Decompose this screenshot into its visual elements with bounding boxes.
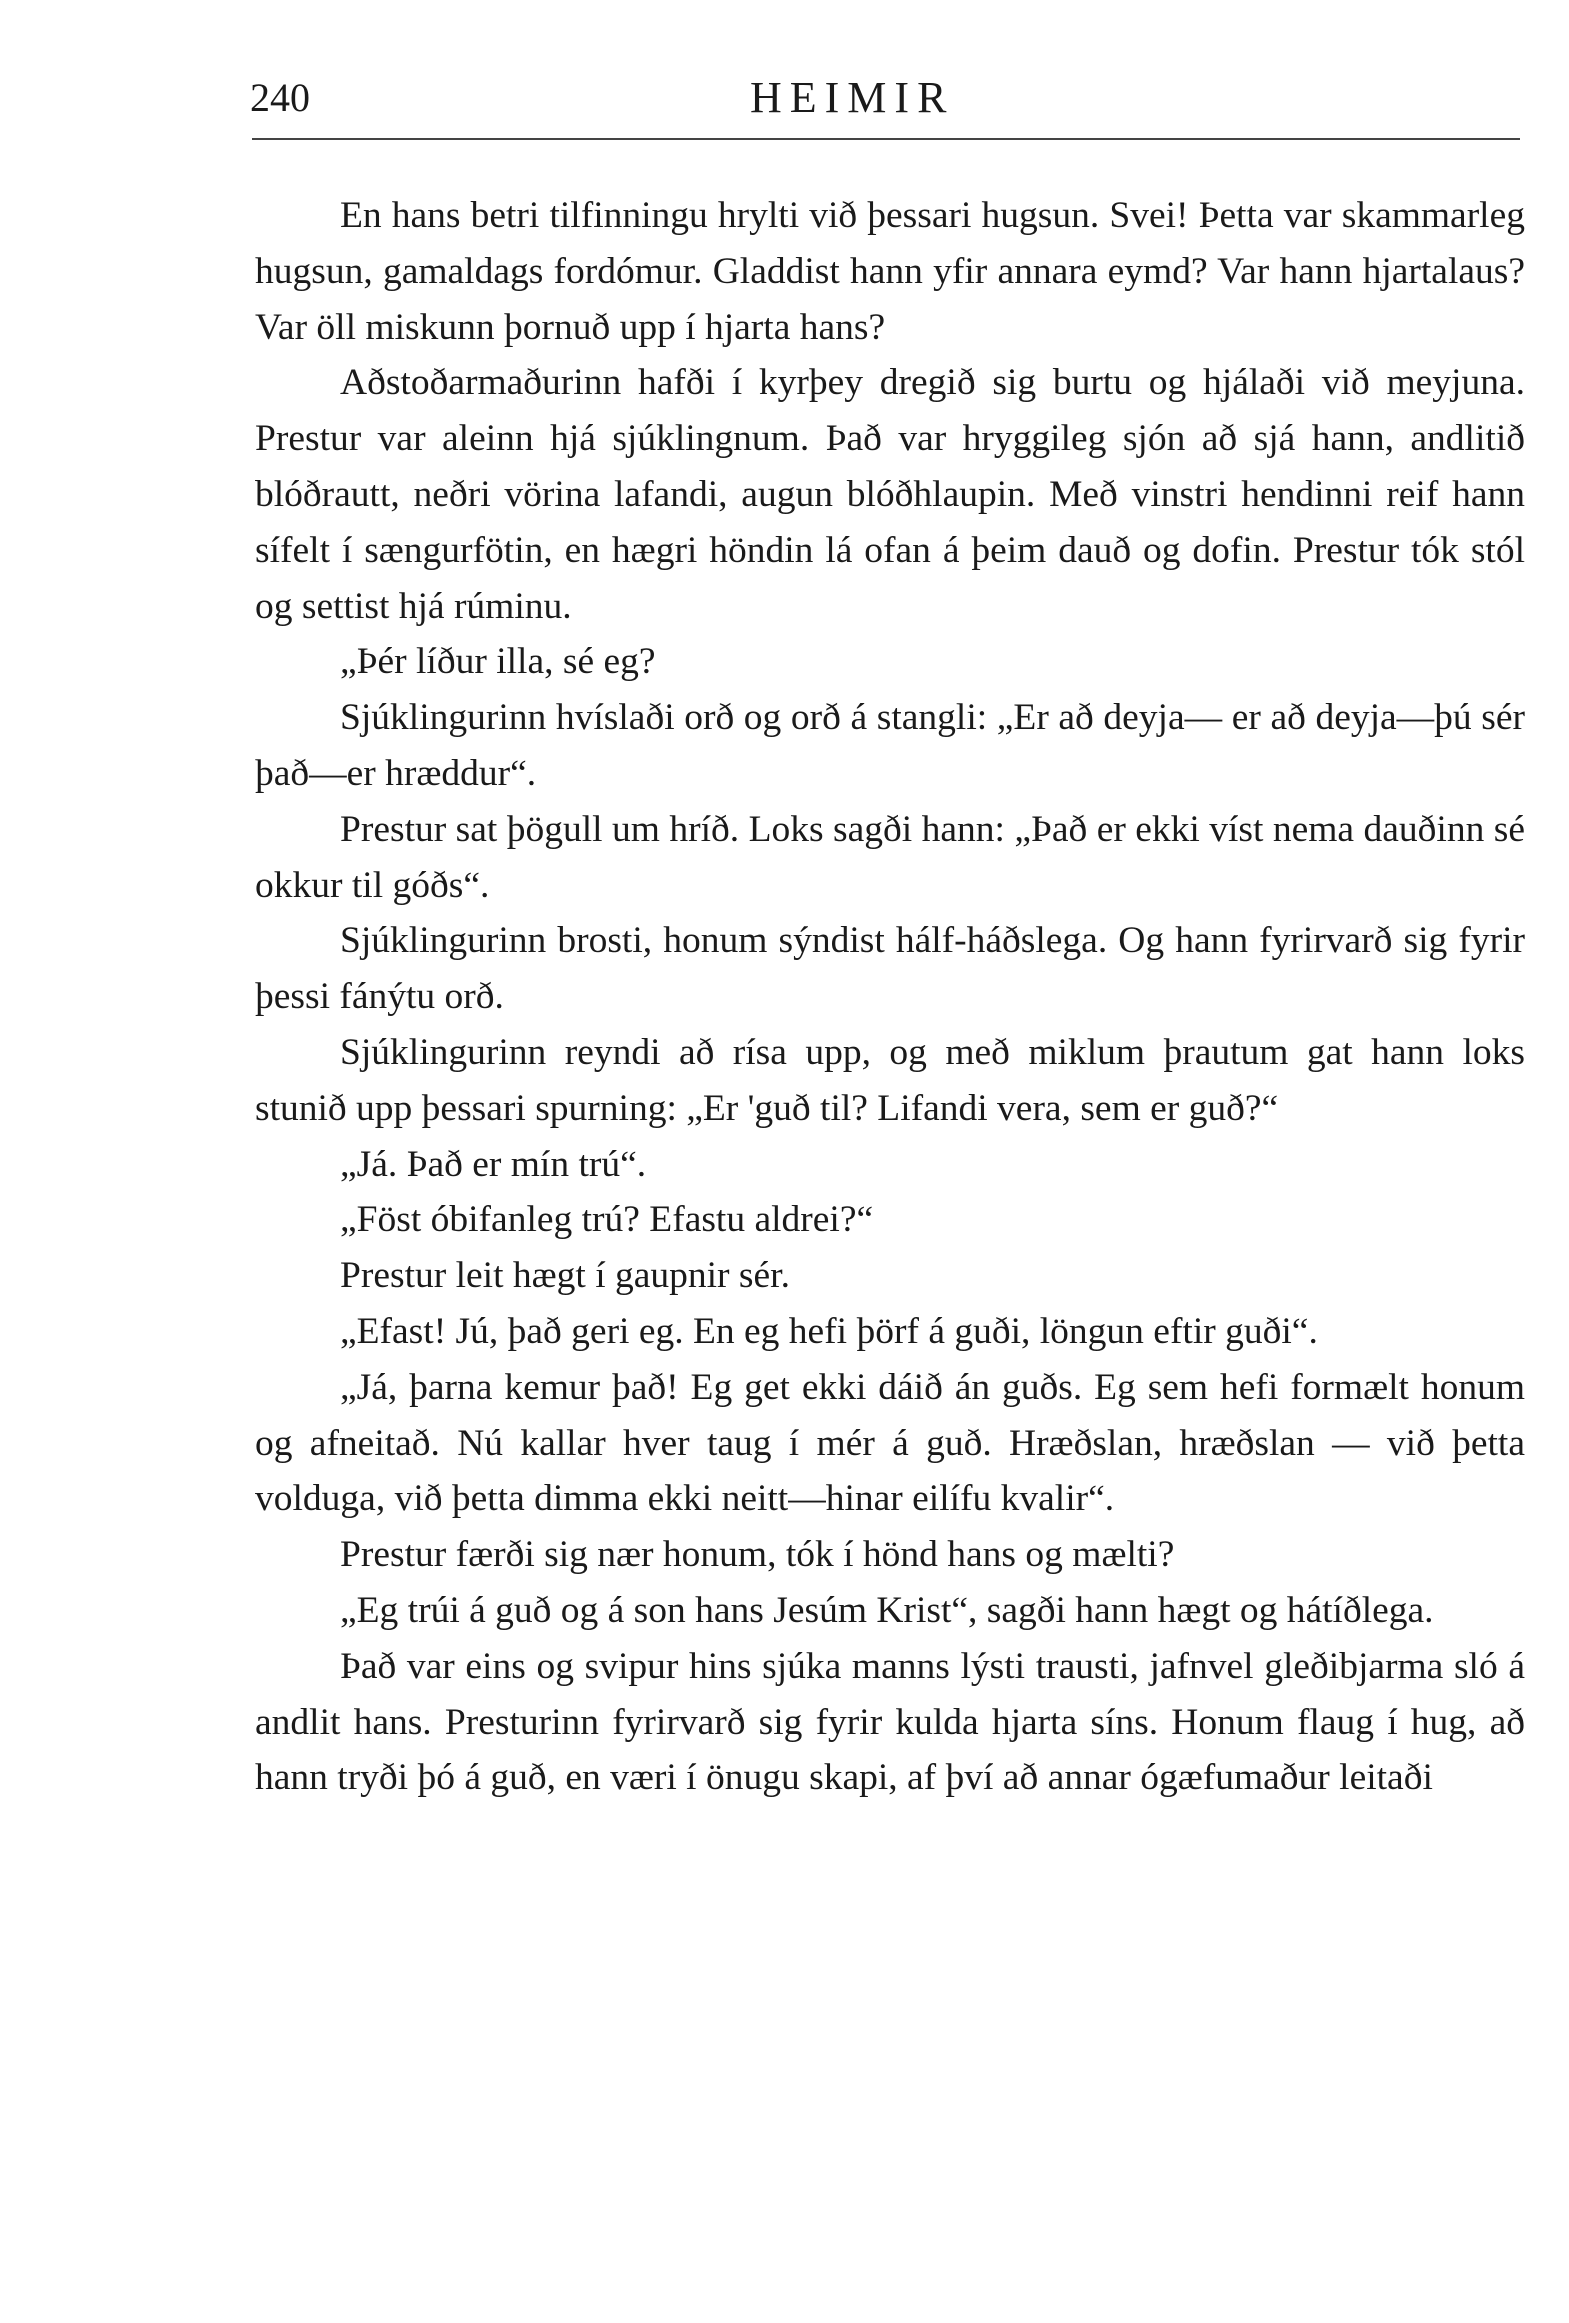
paragraph: „Eg trúi á guð og á son hans Jesúm Krist“, sagði hann hægt og hátíðlega. [340, 1589, 1434, 1631]
paragraph: Sjúklingurinn brosti, honum sýndist hálf-háðslega. Og hann fyrirvarð sig fyrir þessi fánýtu orð. [255, 920, 1525, 1018]
paragraph: Það var eins og svipur hins sjúka manns lýsti trausti, jafnvel gleðibjarma sló á andlit hans. Presturinn fyrirvarð sig fyrir kulda hjarta síns. Honum flaug í hug, að hann tryði þó á guð, en væri í önugu skapi, af því að annar ógæfumaður leitaði [255, 1645, 1525, 1799]
paragraph: Prestur sat þögull um hríð. Loks sagði hann: „Það er ekki víst nema dauðinn sé okkur til góðs“. [255, 808, 1525, 906]
paragraph: Aðstoðarmaðurinn hafði í kyrþey dregið sig burtu og hjálaði við meyjuna. Prestur var aleinn hjá sjúklingnum. Það var hryggileg sjón að sjá hann, andlitið blóðrautt, neðri vörina lafandi, augun blóðhlaupin. Með vinstri hendinni reif hann sífelt í sængurfötin, en hægri höndin lá ofan á þeim dauð og dofin. Prestur tók stól og settist hjá rúminu. [255, 362, 1525, 627]
paragraph: En hans betri tilfinningu hrylti við þessari hugsun. Svei! Þetta var skammarleg hugsun, gamaldags fordómur. Gladdist hann yfir annara eymd? Var hann hjartalaus? Var öll miskunn þornuð upp í hjarta hans? [255, 195, 1525, 348]
paragraph: „Já. Það er mín trú“. [340, 1143, 647, 1185]
paragraph: „Já, þarna kemur það! Eg get ekki dáið án guðs. Eg sem hefi formælt honum og afneitað. Nú kallar hver taug í mér á guð. Hræðslan, hræðslan — við þetta volduga, við þetta dimma ekki neitt—hinar eilífu kvalir“. [255, 1366, 1525, 1520]
page-header [250, 68, 1520, 128]
paragraph: „Þér líður illa, sé eg? [340, 641, 656, 683]
paragraph: Sjúklingurinn hvíslaði orð og orð á stangli: „Er að deyja— er að deyja—þú sér það—er hræddur“. [255, 697, 1525, 794]
body-text [255, 188, 1525, 1806]
paragraph: „Föst óbifanleg trú? Efastu aldrei?“ [340, 1199, 874, 1241]
page-number: 240 [250, 75, 310, 120]
running-title: HEIMIR [750, 73, 955, 122]
header-rule [252, 138, 1520, 140]
paragraph: Sjúklingurinn reyndi að rísa upp, og með miklum þrautum gat hann loks stunið upp þessari spurning: „Er 'guð til? Lifandi vera, sem er guð?“ [255, 1031, 1525, 1129]
paragraph: Prestur leit hægt í gaupnir sér. [340, 1255, 790, 1297]
paragraph: Prestur færði sig nær honum, tók í hönd hans og mælti? [340, 1534, 1175, 1576]
paragraph: „Efast! Jú, það geri eg. En eg hefi þörf á guði, löngun eftir guði“. [340, 1310, 1318, 1352]
